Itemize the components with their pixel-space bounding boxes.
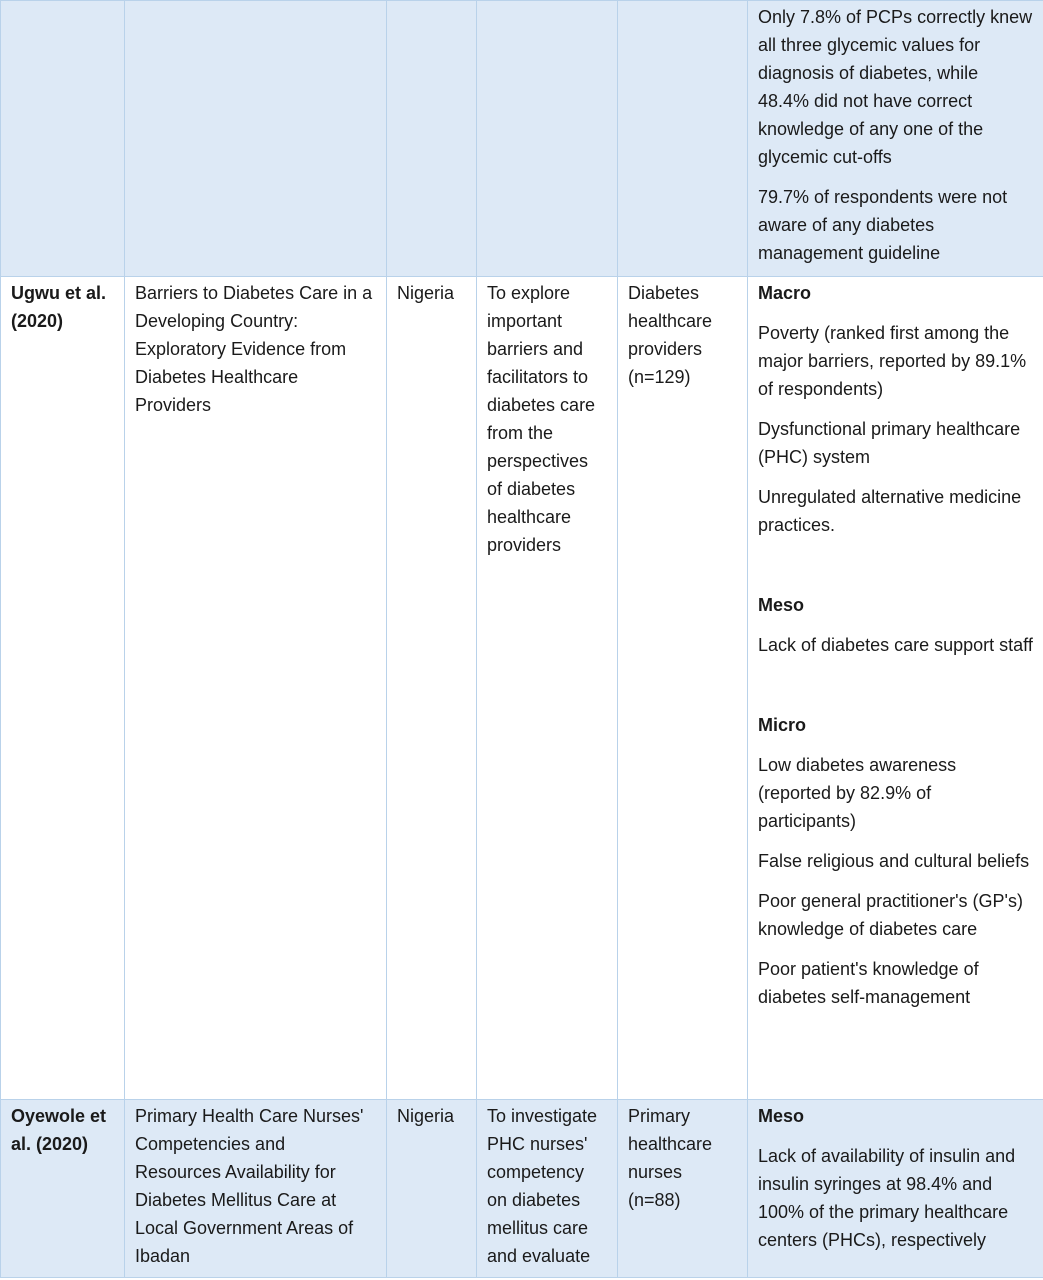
table-row (1, 1100, 1043, 1278)
title-cell: Primary Health Care Nurses' Competencies and Resources Availability for Diabetes Mellitus Care at Local Government Areas of Ibadan (125, 1100, 387, 1278)
population-cell: Primary healthcare nurses (n=88) (618, 1100, 748, 1278)
finding-text: Dysfunctional primary healthcare (PHC) system (758, 419, 1021, 467)
findings-cell (748, 1100, 1043, 1278)
finding-text: 79.7% of respondents were not aware of any diabetes management guideline (758, 187, 1008, 263)
finding-text: False religious and cultural beliefs (758, 851, 1030, 871)
finding-text: Only 7.8% of PCPs correctly knew all three glycemic values for diagnosis of diabetes, while 48.4% did not have correct knowledge of any one of the glycemic cut-offs (758, 7, 1033, 167)
micro-heading: Micro (758, 715, 807, 735)
country-cell (387, 1, 477, 277)
finding-text: Unregulated alternative medicine practices. (758, 487, 1022, 535)
title-cell: Barriers to Diabetes Care in a Developing Country: Exploratory Evidence from Diabetes Healthcare Providers (125, 277, 387, 1100)
finding-text: Lack of diabetes care support staff (758, 635, 1033, 655)
meso-heading: Meso (758, 595, 805, 615)
country-cell: Nigeria (387, 1100, 477, 1278)
table-row (1, 277, 1043, 1100)
spacer (758, 671, 1033, 711)
finding-text: Low diabetes awareness (reported by 82.9% of participants) (758, 755, 957, 831)
study-cell: Oyewole et al. (2020) (1, 1100, 125, 1278)
aim-cell: To investigate PHC nurses' competency on diabetes mellitus care and evaluate (477, 1100, 618, 1278)
country-cell: Nigeria (387, 277, 477, 1100)
finding-text: Poverty (ranked first among the major barriers, reported by 89.1% of respondents) (758, 323, 1027, 399)
meso-heading: Meso (758, 1106, 805, 1126)
aim-cell: To explore important barriers and facilitators to diabetes care from the perspectives of diabetes healthcare providers (477, 277, 618, 1100)
population-cell (618, 1, 748, 277)
study-cell (1, 1, 125, 277)
findings-cell (748, 1, 1043, 277)
macro-heading: Macro (758, 283, 812, 303)
finding-text: Poor general practitioner's (GP's) knowledge of diabetes care (758, 891, 1023, 939)
findings-cell (748, 277, 1043, 1100)
spacer (758, 551, 1033, 591)
aim-cell (477, 1, 618, 277)
study-cell: Ugwu et al. (2020) (1, 277, 125, 1100)
title-cell (125, 1, 387, 277)
population-cell: Diabetes healthcare providers (n=129) (618, 277, 748, 1100)
finding-text: Lack of availability of insulin and insulin syringes at 98.4% and 100% of the primary healthcare centers (PHCs), respectively (758, 1146, 1016, 1250)
finding-text: Poor patient's knowledge of diabetes self-management (758, 959, 979, 1007)
table-row (1, 1, 1043, 277)
